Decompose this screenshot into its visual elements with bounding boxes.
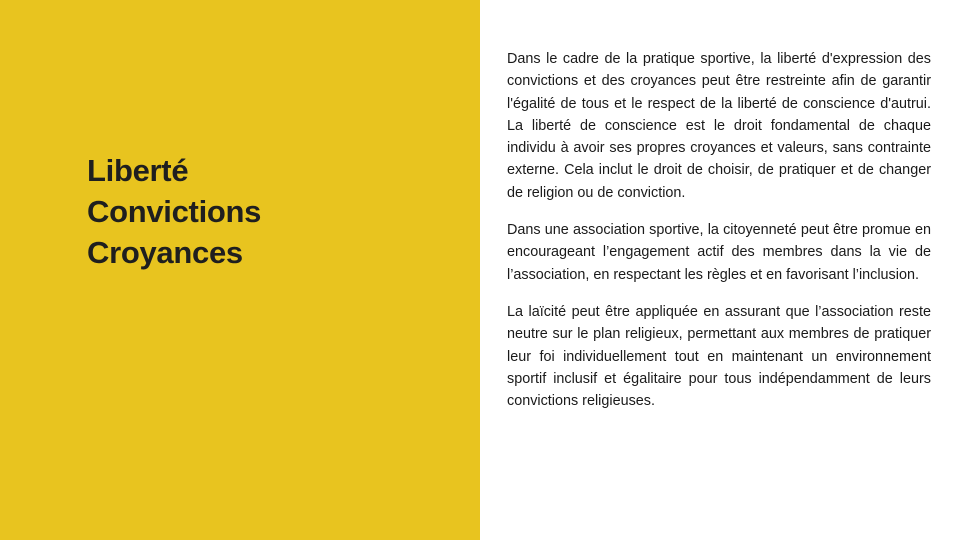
- title-line-2: Convictions: [87, 194, 262, 229]
- paragraph-laicite: La laïcité peut être appliquée en assurant que l’association reste neutre sur le plan religieux, permettant aux membres de pratiquer leur foi individuellement tout en maintenant un environnement sportif inclusif et égalitaire pour tous indépendamment de leurs convictions religieuses.: [507, 303, 931, 410]
- title-line-3: Croyances: [87, 235, 243, 270]
- paragraph-liberte: Dans le cadre de la pratique sportive, la liberté d'expression des convictions et des croyances peut être restreinte afin de garantir l'égalité de tous et le respect de la liberté de conscience d'autrui. La liberté de conscience est le droit fondamental de chaque individu à avoir ses propres croyances et valeurs, sans contrainte externe. Cela inclut le droit de choisir, de pratiquer et de changer de religion ou de conviction.: [507, 51, 931, 201]
- body-text: [507, 48, 931, 427]
- slide-title: [87, 150, 261, 273]
- content-panel: [480, 0, 960, 540]
- title-line-1: Liberté: [87, 153, 189, 188]
- paragraph-citoyennete: Dans une association sportive, la citoyenneté peut être promue en encourageant l’engagement actif des membres dans la vie de l’association, en respectant les règles et en favorisant l’inclusion.: [507, 222, 931, 283]
